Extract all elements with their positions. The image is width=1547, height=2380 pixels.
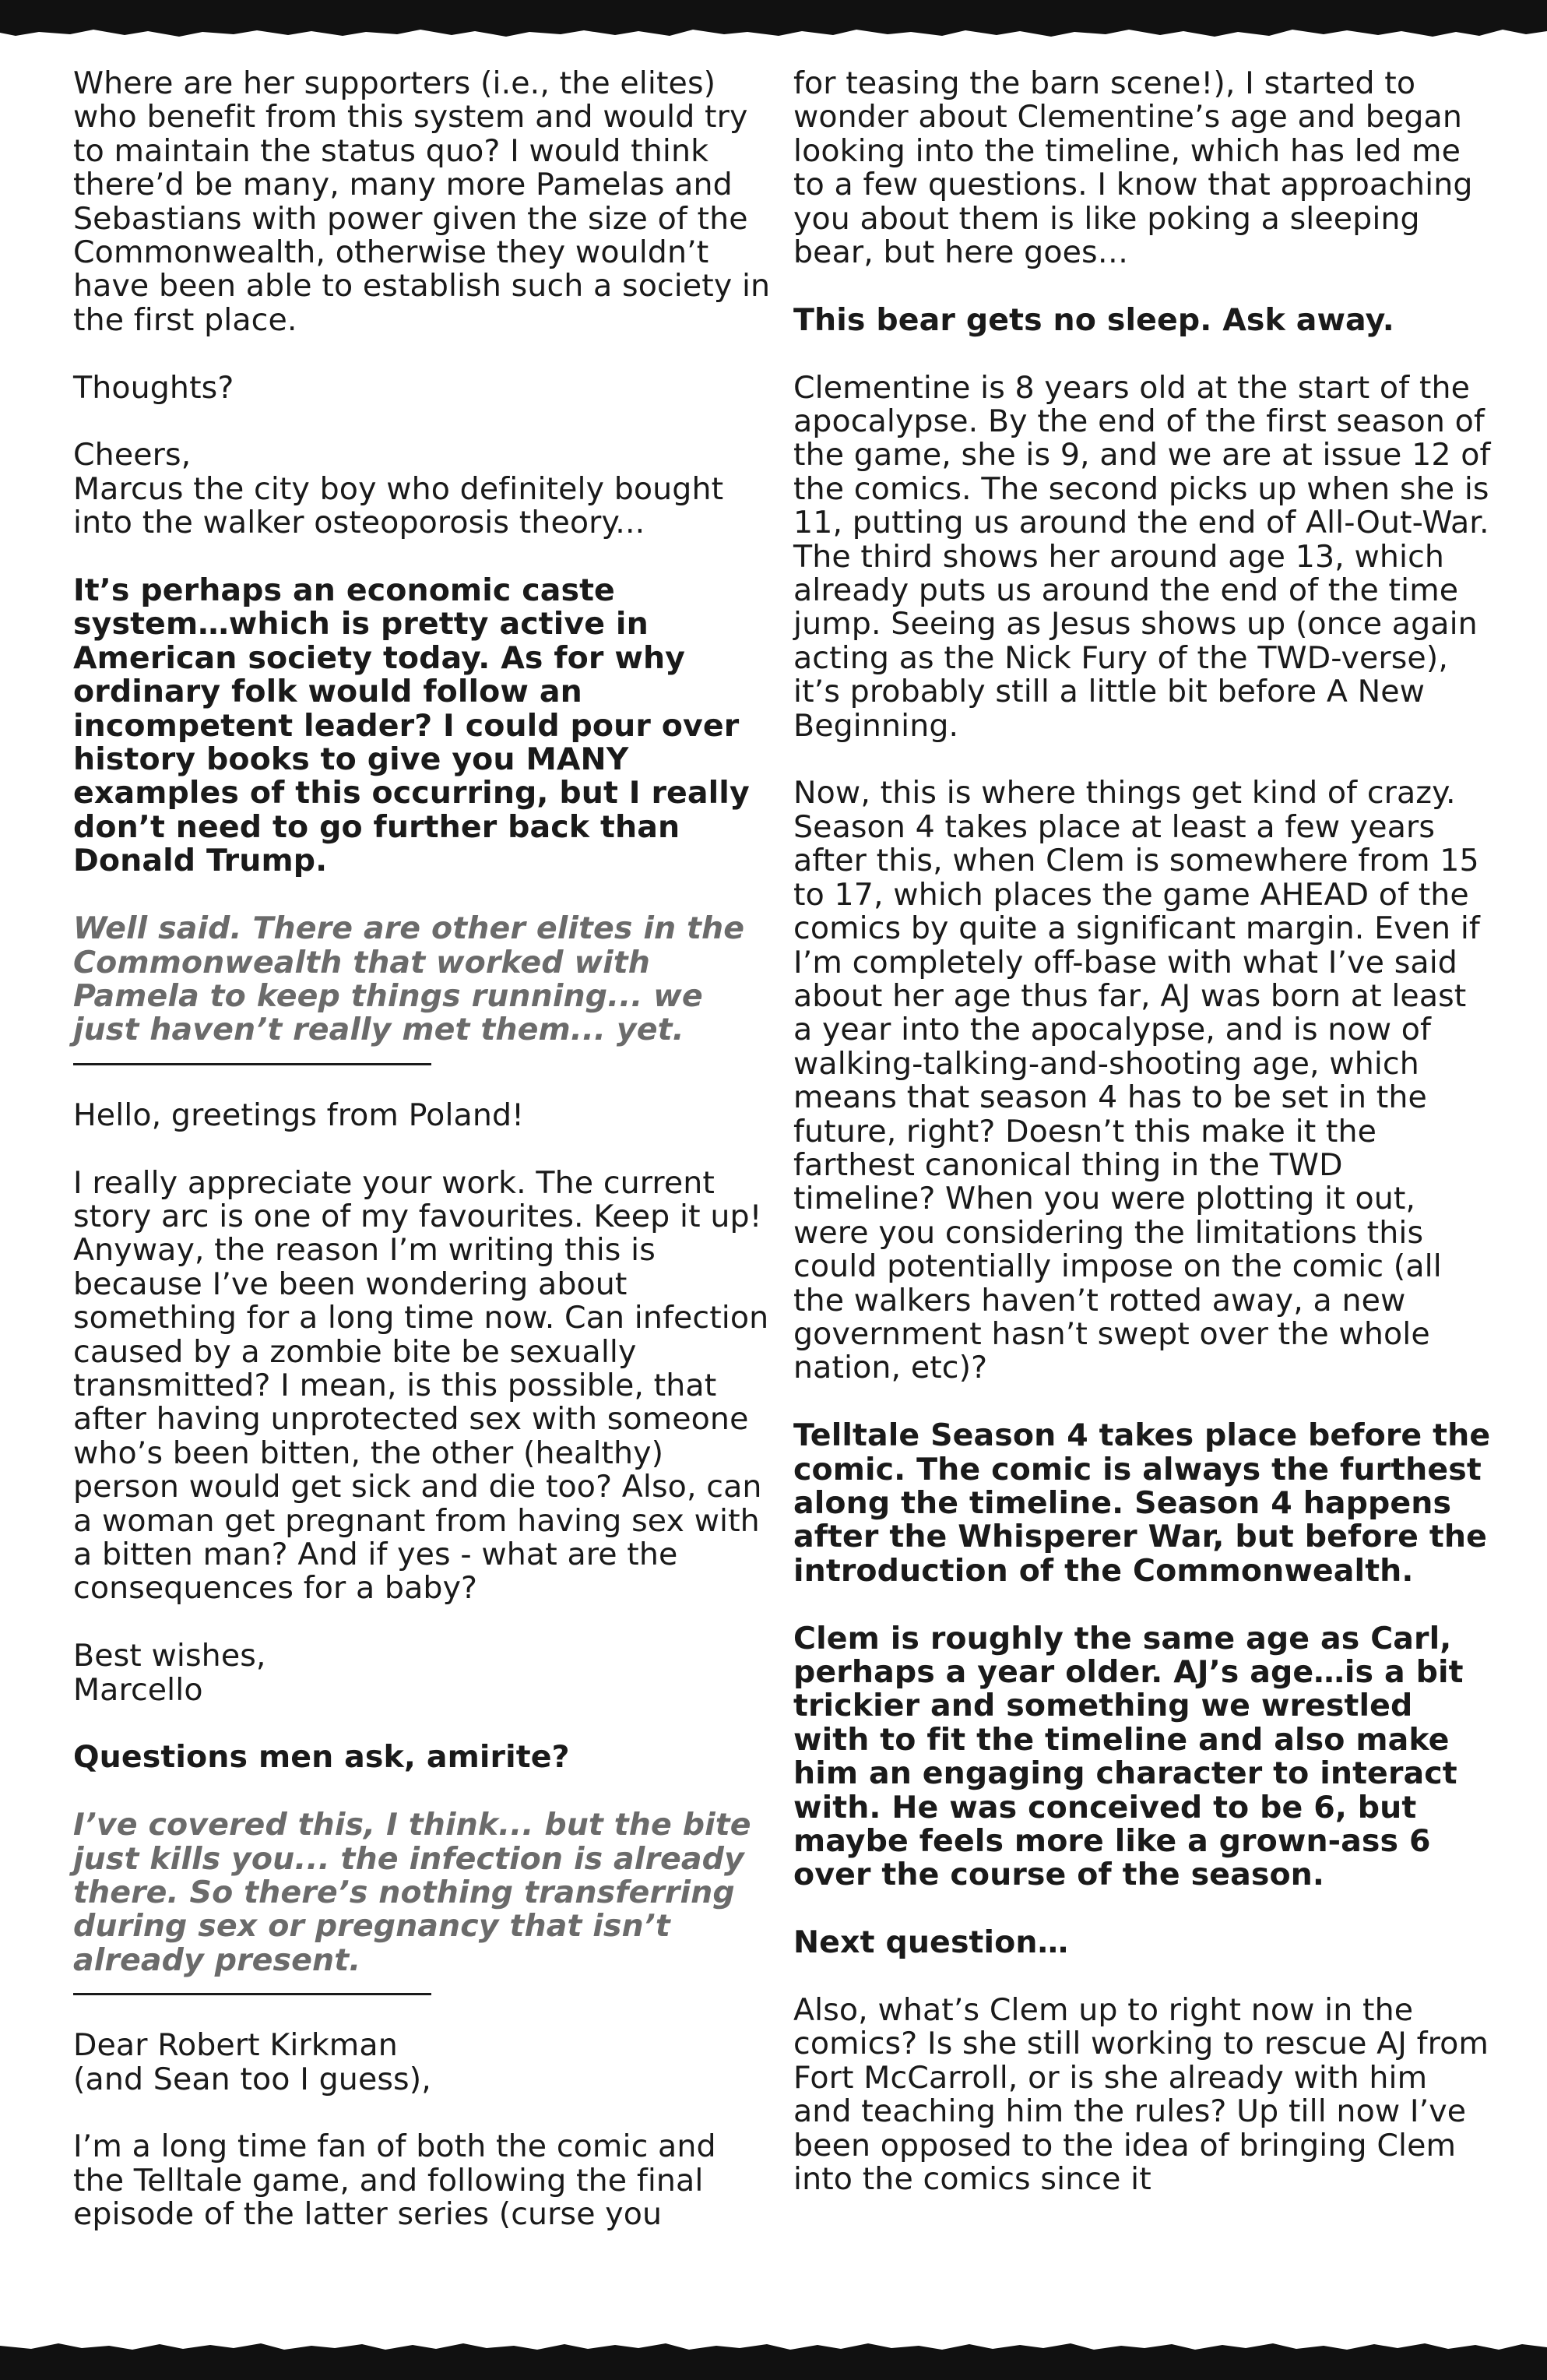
- letter-paragraph: I’m a long time fan of both the comic and the Telltale game, and following the final episode of the latter series (curse you: [73, 2128, 716, 2233]
- editor-reply: Next question…: [793, 1924, 1069, 1961]
- editor-reply: Clem is roughly the same age as Carl, perhaps a year older. AJ’s age…is a bit trickier and something we wrestled with to fit the timeline and also make him an engaging character to interact with. He was conceived to be 6, but maybe feels more like a grown-ass 6 over the course of the season.: [793, 1620, 1464, 1893]
- letter-greeting: (and Sean too I guess),: [73, 2061, 431, 2097]
- editor-reply: This bear gets no sleep. Ask away.: [793, 301, 1394, 338]
- letter-greeting: Hello, greetings from Poland!: [73, 1097, 525, 1133]
- letter-signature: Marcus the city boy who definitely bought into the walker osteoporosis theory...: [73, 470, 724, 541]
- letter-paragraph: I really appreciate your work. The current story arc is one of my favourites. Keep it up! Anyway, the reason I’m writing this is because I’ve been wondering about something for a long time now. Can infection caused by a zombie bite be sexually transmitted? I mean, is this possible, that after having unprotected sex with someone who’s been bitten, the other (healthy) person would get sick and die too? Also, can a woman get pregnant from having sex with a bitten man? And if yes - what are the consequences for a baby?: [73, 1164, 769, 1607]
- editor-reply-italic: Well said. There are other elites in the Commonwealth that worked with Pamela to keep things running... we just haven’t really met them... yet.: [73, 910, 745, 1048]
- left-column: [73, 67, 774, 2266]
- letter-signature: Marcello: [73, 1671, 203, 1708]
- letter-signoff: Best wishes,: [73, 1638, 266, 1674]
- letter-greeting: Dear Robert Kirkman: [73, 2027, 398, 2064]
- letter-paragraph: Now, this is where things get kind of crazy. Season 4 takes place at least a few years after this, when Clem is somewhere from 15 to 17, which places the game AHEAD of the comics by quite a significant margin. Even if I’m completely off-base with what I’ve said about her age thus far, AJ was born at least a year into the apocalypse, and is now of walking-talking-and-shooting age, which means that season 4 has to be set in the future, right? Doesn’t this make it the farthest canonical thing in the TWD timeline? When you were plotting it out, were you considering the limitations this could potentially impose on the comic (all the walkers haven’t rotted away, a new government hasn’t swept over the whole nation, etc)?: [793, 775, 1480, 1386]
- torn-top-border: [0, 0, 1547, 55]
- editor-reply: Questions men ask, amirite?: [73, 1739, 570, 1776]
- section-divider: [73, 1977, 431, 1995]
- letter-paragraph: Thoughts?: [73, 369, 234, 406]
- letter-paragraph: for teasing the barn scene!), I started to wonder about Clementine’s age and began looking into the timeline, which has led me to a few questions. I know that approaching you about them is like poking a sleeping bear, but here goes…: [793, 65, 1473, 271]
- letter-paragraph: Clementine is 8 years old at the start of the apocalypse. By the end of the first season of the game, she is 9, and we are at issue 12 of the comics. The second picks up when she is 11, putting us around the end of All-Out-War. The third shows her around age 13, which already puts us around the end of the time jump. Seeing as Jesus shows up (once again acting as the Nick Fury of the TWD-verse), it’s probably still a little bit before A New Beginning.: [793, 369, 1491, 744]
- editor-reply: It’s perhaps an economic caste system…which is pretty active in American society today. As for why ordinary folk would follow an incompetent leader? I could pour over history books to give you MANY examples of this occurring, but I really don’t need to go further back than Donald Trump.: [73, 572, 750, 879]
- editor-reply: Telltale Season 4 takes place before the comic. The comic is always the furthest along the timeline. Season 4 happens after the Whisperer War, but before the introduction of the Commonwealth.: [793, 1417, 1491, 1589]
- editor-reply-italic: I’ve covered this, I think... but the bite just kills you... the infection is already there. So there’s nothing transferring during sex or pregnancy that isn’t already present.: [73, 1807, 751, 1978]
- torn-bottom-border: [0, 2325, 1547, 2380]
- section-divider: [73, 1047, 431, 1065]
- letter-paragraph: Where are her supporters (i.e., the elites) who benefit from this system and would try to maintain the status quo? I would think there’d be many, many more Pamelas and Sebastians with power given the size of the Commonwealth, otherwise they wouldn’t have been able to establish such a society in the first place.: [73, 65, 771, 338]
- right-column: [793, 67, 1494, 2230]
- letter-signoff: Cheers,: [73, 437, 192, 474]
- letter-paragraph: Also, what’s Clem up to right now in the comics? Is she still working to rescue AJ from Fort McCarroll, or is she already with him and teaching him the rules? Up till now I’ve been opposed to the idea of bringing Clem into the comics since it: [793, 1992, 1489, 2198]
